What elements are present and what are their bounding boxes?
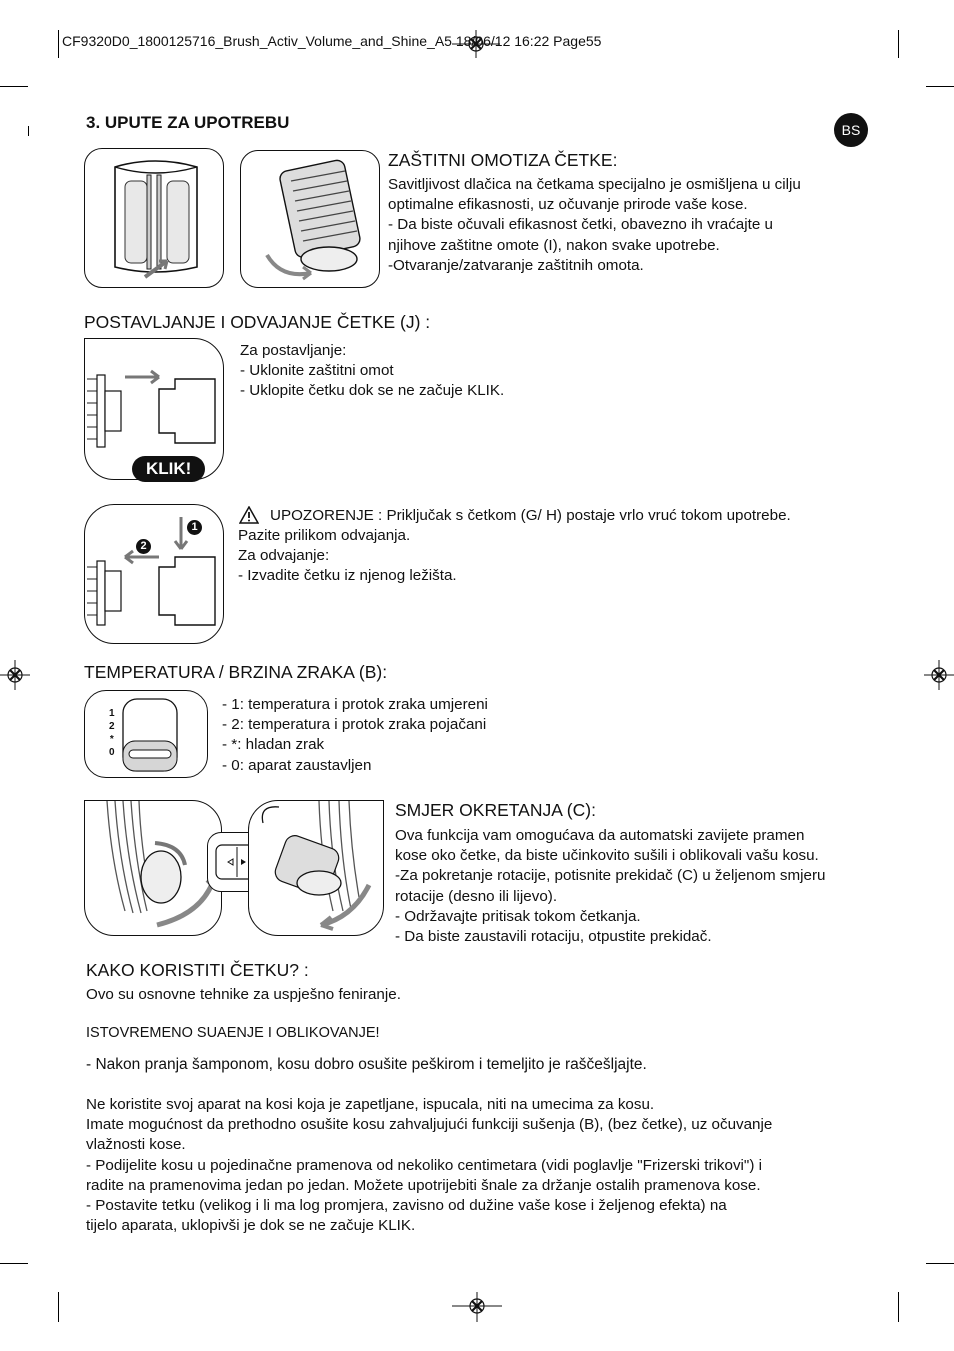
brush-detach-drawing (85, 505, 223, 643)
switch-position-label: * (109, 734, 114, 745)
crop-mark (898, 30, 899, 58)
crop-mark (58, 30, 59, 58)
usage-line: Imate mogućnost da prethodno osušite kosu zahvaljujući funkciji sušenja (B), (bez četke), uz očuvanje (86, 1116, 773, 1134)
crop-mark (926, 1263, 954, 1264)
hair-wrap-drawing (85, 801, 221, 935)
temperature-line: - 1: temperatura i protok zraka umjereni (222, 696, 488, 713)
detach-line: Za odvajanje: (238, 547, 330, 565)
usage-line: vlažnosti kose. (86, 1136, 186, 1154)
temperature-text (222, 695, 488, 776)
usage-line: radite na pramenovima jedan po jedan. Možete upotrijebiti šnale za držanje ostalih pramenova kose. (86, 1176, 761, 1194)
covers-text (388, 175, 801, 276)
usage-wash-step: - Nakon pranja šamponom, kosu dobro osušite peškirom i temeljito je raščešljajte. (86, 1056, 647, 1073)
rotation-left-illustration (84, 800, 222, 936)
covers-line: -Otvaranje/zatvaranje zaštitnih omota. (388, 256, 644, 274)
temperature-line: - 0: aparat zaustavljen (222, 756, 372, 774)
rotation-line: -Za pokretanje rotacije, potisnite prekidač (C) u željenom smjeru (395, 867, 826, 885)
temperature-line: - *: hladan zrak (222, 736, 325, 754)
step-2-marker: 2 (136, 539, 151, 554)
switch-position-label: 0 (109, 747, 115, 758)
covers-line: optimalne efikasnosti, uz očuvanje prirode vaše kose. (388, 196, 748, 214)
warning-triangle-icon (239, 506, 259, 524)
attach-line: Za postavljanje: (240, 342, 347, 359)
attach-line: - Uklonite zaštitni omot (240, 362, 394, 380)
brush-in-cover-illustration (240, 150, 380, 288)
temperature-line: - 2: temperatura i protok zraka pojačani (222, 716, 487, 734)
switch-position-label: 1 (109, 708, 115, 719)
hair-wrap-drawing (249, 801, 383, 935)
crosshair-registration-icon (452, 1292, 502, 1322)
detach-text (238, 526, 457, 587)
klik-label: KLIK! (132, 456, 205, 482)
usage-subheading: ISTOVREMENO SUAENJE I OBLIKOVANJE! (86, 1025, 380, 1041)
rotation-line: kose oko četke, da biste učinkovito sušili i oblikovali vašu kosu. (395, 847, 819, 865)
usage-line: Ne koristite svoj aparat na kosi koja je zapetljane, ispucala, niti na umecima za kosu. (86, 1096, 655, 1113)
detach-illustration (84, 504, 224, 644)
crop-mark (58, 1292, 59, 1322)
attach-line: - Uklopite četku dok se ne začuje KLIK. (240, 382, 505, 400)
crop-mark (898, 1292, 899, 1322)
cover-closed-illustration (84, 148, 224, 288)
covers-line: - Da biste očuvali efikasnost četki, obavezno ih vraćajte u (388, 216, 773, 234)
usage-line: - Podijelite kosu u pojedinačne pramenova od nekoliko centimetara (vidi poglavlje "Frizerski trikovi") i (86, 1156, 762, 1174)
attach-text (240, 341, 504, 402)
rotation-line: Ova funkcija vam omogućava da automatski zavijete pramen (395, 827, 805, 844)
usage-heading: KAKO KORISTITI ČETKU? : (86, 960, 309, 980)
brush-cover-drawing (85, 149, 223, 287)
usage-line: tijelo aparata, uklopivši je dok se ne začuje KLIK. (86, 1217, 416, 1235)
rotation-heading: SMJER OKRETANJA (C): (395, 800, 596, 820)
crop-mark (0, 1263, 28, 1264)
switch-scale (109, 707, 115, 759)
print-slug: CF9320D0_1800125716_Brush_Activ_Volume_and_Shine_A5 18/06/12 16:22 Page55 (62, 33, 602, 49)
rotation-line: rotacije (desno ili lijevo). (395, 887, 558, 905)
rotation-line: - Da biste zaustavili rotaciju, otpustite prekidač. (395, 928, 712, 946)
detach-line: Pazite prilikom odvajanja. (238, 527, 411, 544)
temperature-heading: TEMPERATURA / BRZINA ZRAKA (B): (84, 662, 388, 682)
rotation-right-illustration (248, 800, 384, 936)
step-1-marker: 1 (187, 520, 202, 535)
crop-mark (0, 86, 28, 87)
rotation-text (395, 826, 826, 947)
language-badge: BS (834, 113, 868, 147)
crop-mark (28, 126, 29, 136)
attach-heading: POSTAVLJANJE I ODVAJANJE ČETKE (J) : (84, 312, 431, 332)
crosshair-registration-icon (0, 660, 30, 690)
covers-line: Savitljivost dlačica na četkama specijalno je osmišljena u cilju (388, 176, 801, 193)
covers-heading: ZAŠTITNI OMOTIZA ČETKE: (388, 150, 618, 170)
slide-switch-drawing (121, 697, 181, 773)
usage-text (86, 1095, 772, 1236)
switch-position-label: 2 (109, 721, 115, 732)
warning-line: UPOZORENJE : Priključak s četkom (G/ H) postaje vrlo vruć tokom upotrebe. (270, 507, 791, 524)
crosshair-registration-icon (924, 660, 954, 690)
temperature-switch-illustration (84, 690, 208, 778)
rotation-line: - Održavajte pritisak tokom četkanja. (395, 907, 641, 925)
crop-mark (926, 86, 954, 87)
usage-line: - Postavite tetku (velikog i li ma log promjera, zavisno od dužine vaše kose i željenog efekta) na (86, 1197, 727, 1215)
usage-intro: Ovo su osnovne tehnike za uspješno feniranje. (86, 986, 401, 1003)
round-brush-drawing (241, 151, 379, 287)
detach-line: - Izvadite četku iz njenog ležišta. (238, 567, 457, 585)
section-title: 3. UPUTE ZA UPOTREBU (86, 113, 290, 132)
covers-line: njihove zaštitne omote (I), nakon svake upotrebe. (388, 236, 720, 254)
